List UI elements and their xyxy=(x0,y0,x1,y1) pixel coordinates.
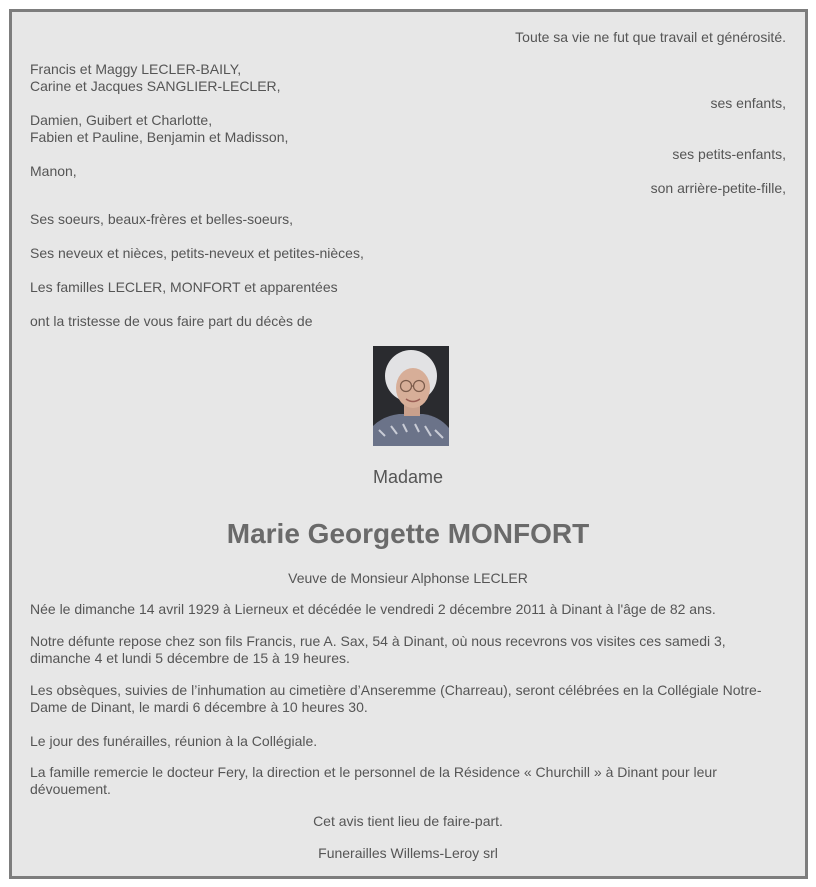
obituary-card xyxy=(9,9,808,879)
title: Madame xyxy=(372,467,444,487)
family-line: Ses soeurs, beaux-frères et belles-soeurs, xyxy=(30,211,294,227)
grandchildren-role: ses petits-enfants, xyxy=(672,146,786,162)
paragraph-birth-death: Née le dimanche 14 avril 1929 à Lierneux et décédée le vendredi 2 décembre 2011 à Dinant à l'âge de 82 ans. xyxy=(30,601,716,617)
portrait-photo xyxy=(373,346,449,446)
child-name: Francis et Maggy LECLER-BAILY, xyxy=(30,61,242,77)
child-name: Carine et Jacques SANGLIER-LECLER, xyxy=(30,78,281,94)
paragraph-gathering: Le jour des funérailles, réunion à la Collégiale. xyxy=(30,733,318,749)
grandchild-name: Damien, Guibert et Charlotte, xyxy=(30,112,213,128)
paragraph-visitation: Notre défunte repose chez son fils Francis, rue A. Sax, 54 à Dinant, où nous recevrons vos visites ces samedi 3, dimanche 4 et lundi 5 décembre de 15 à 19 heures. xyxy=(30,633,726,666)
motto: Toute sa vie ne fut que travail et générosité. xyxy=(515,29,786,45)
announcement: ont la tristesse de vous faire part du décès de xyxy=(30,313,313,329)
closing: Cet avis tient lieu de faire-part. xyxy=(313,813,503,829)
widow-of: Veuve de Monsieur Alphonse LECLER xyxy=(288,570,528,586)
family-line: Les familles LECLER, MONFORT et apparentées xyxy=(30,279,338,295)
funeral-home: Funerailles Willems-Leroy srl xyxy=(318,845,498,861)
paragraph-thanks: La famille remercie le docteur Fery, la direction et le personnel de la Résidence « Churchill » à Dinant pour leur dévouement. xyxy=(30,764,717,797)
family-line: Ses neveux et nièces, petits-neveux et petites-nièces, xyxy=(30,245,364,261)
paragraph-funeral: Les obsèques, suivies de l’inhumation au cimetière d’Anseremme (Charreau), seront célébrées en la Collégiale Notre-Dame de Dinant, le mardi 6 décembre à 10 heures 30. xyxy=(30,682,762,715)
portrait-icon xyxy=(373,346,449,446)
great-grandchild-name: Manon, xyxy=(30,163,77,179)
children-role: ses enfants, xyxy=(710,95,786,111)
great-grandchild-role: son arrière-petite-fille, xyxy=(650,180,786,196)
grandchild-name: Fabien et Pauline, Benjamin et Madisson, xyxy=(30,129,289,145)
deceased-name: Marie Georgette MONFORT xyxy=(226,518,590,549)
